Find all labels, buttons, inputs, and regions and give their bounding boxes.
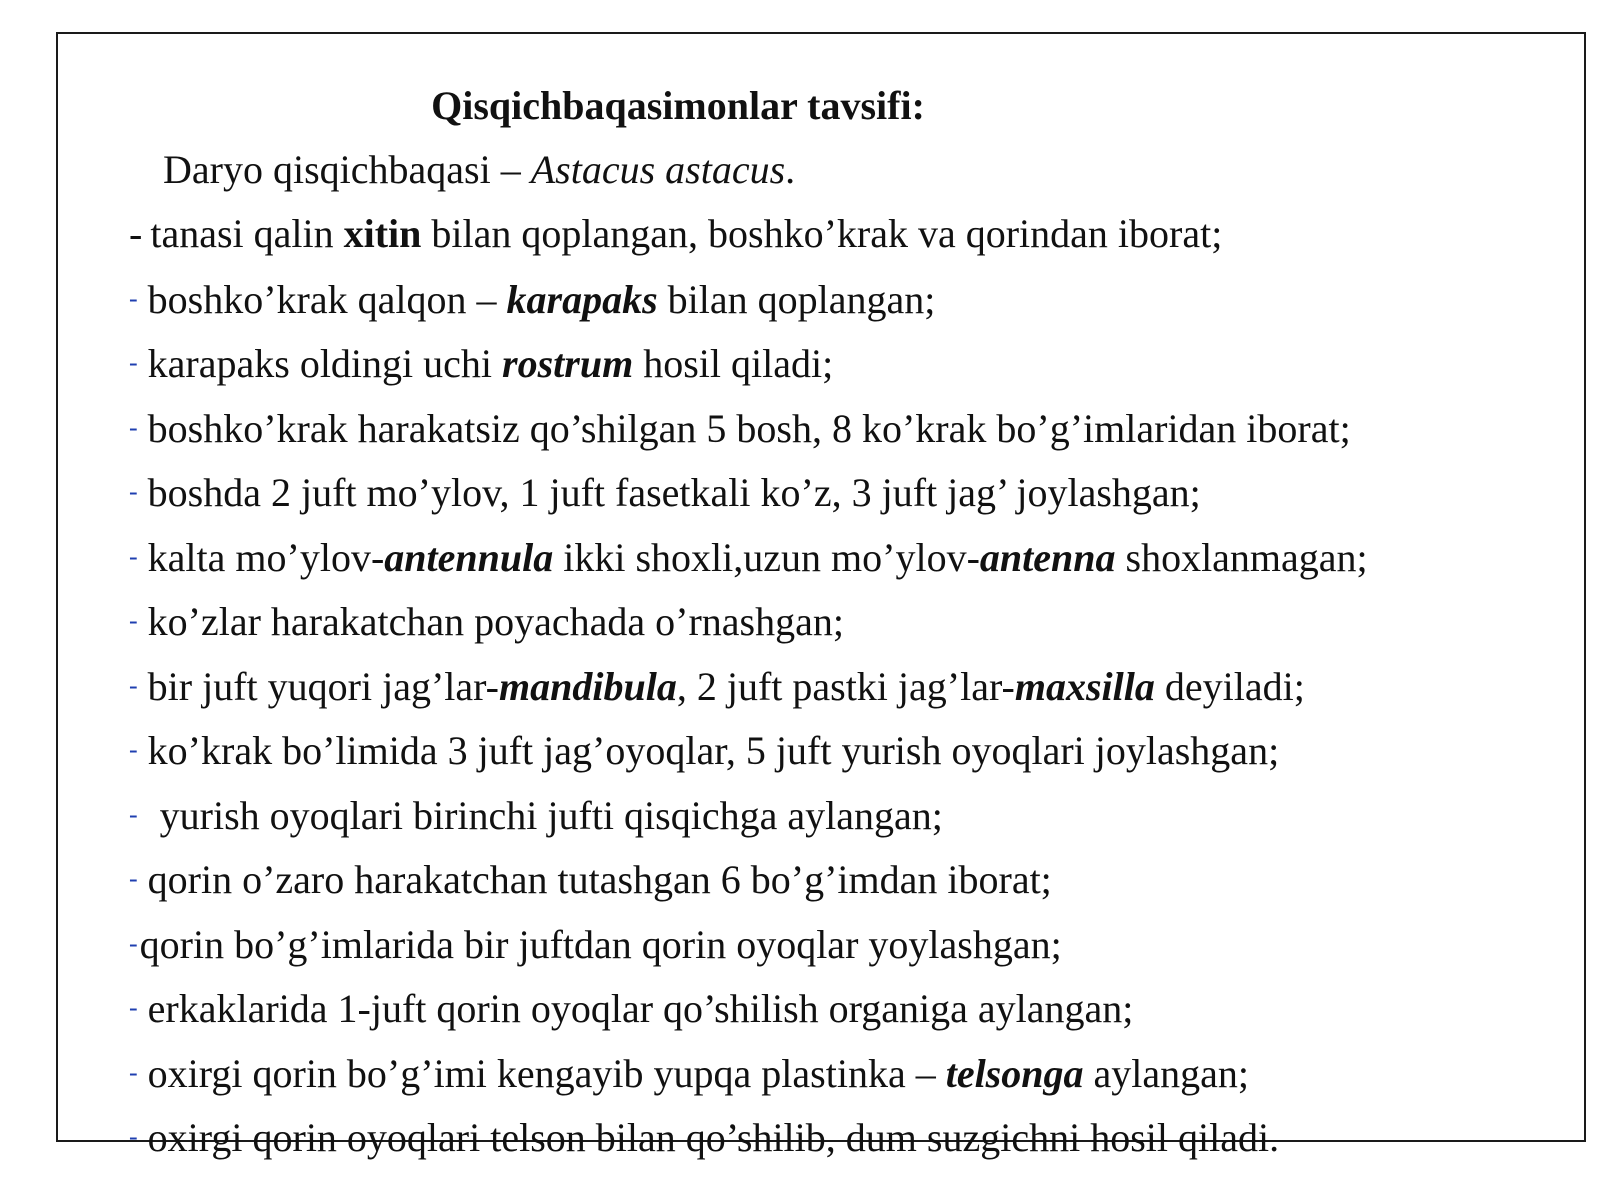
item-text: tanasi qalin [150,211,344,256]
list-item [129,335,1368,400]
item-text: erkaklarida 1-juft qorin oyoqlar qo’shilish organiga aylangan; [147,986,1134,1031]
bullet-dash: - [129,1057,138,1087]
species-line [163,142,795,198]
bullet-dash: - [129,670,138,700]
item-text: kalta mo’ylov- [147,534,385,580]
species-common-name: Daryo qisqichbaqasi – [163,147,531,192]
list-item [129,1045,1368,1110]
item-text: oxirgi qorin oyoqlari telson bilan qo’shilib, dum suzgichni hosil qiladi. [147,1115,1280,1160]
list-item [129,206,1368,271]
bullet-dash: - [129,211,143,256]
list-item [129,593,1368,658]
species-line-end: . [785,147,796,192]
slide-frame [56,32,1586,1160]
item-text: deyiladi; [1154,663,1305,709]
bullet-dash: - [129,348,138,377]
list-item [129,1109,1368,1174]
list-item [129,787,1368,852]
item-text: ko’zlar harakatchan poyachada o’rnashgan; [147,599,844,644]
item-text: qorin o’zaro harakatchan tutashgan 6 bo’g’imdan iborat; [147,857,1052,902]
bullet-dash: - [129,541,138,571]
item-text: ko’krak bo’limida 3 juft jag’oyoqlar, 5 juft yurish oyoqlari joylashgan; [147,728,1280,773]
bullet-dash: - [129,606,138,635]
list-item [129,722,1368,787]
list-item [129,658,1368,723]
list-item [129,916,1368,981]
item-text: qorin bo’g’imlarida bir juftdan qorin oyoqlar yoylashgan; [139,921,1062,967]
item-text: shoxlanmagan; [1115,534,1368,580]
list-item [129,851,1368,916]
term-antennula: antennula [384,534,554,580]
description-list [129,206,1368,1174]
term-mandibula: mandibula [498,663,677,709]
item-text: boshko’krak harakatsiz qo’shilgan 5 bosh, 8 ko’krak bo’g’imlaridan iborat; [147,405,1351,451]
item-text: boshda 2 juft mo’ylov, 1 juft fasetkali ko’z, 3 juft jag’ joylashgan; [147,470,1201,515]
item-text: aylangan; [1083,1050,1249,1096]
bullet-dash: - [129,799,138,829]
list-item [129,529,1368,594]
list-item [129,400,1368,465]
bullet-dash: - [129,735,138,764]
term-xitin: xitin [343,211,422,256]
slide-title: Qisqichbaqasimonlar tavsifi: [431,83,925,128]
item-text: ikki shoxli,uzun mo’ylov- [553,534,980,580]
term-maxsilla: maxsilla [1014,663,1155,709]
bullet-dash: - [129,283,138,313]
term-telsonga: telsonga [945,1050,1084,1096]
item-text: , 2 juft pastki jag’lar- [676,663,1015,709]
item-text: karapaks oldingi uchi [147,341,503,386]
bullet-dash: - [129,864,138,893]
item-text: boshko’krak qalqon – [147,276,507,322]
list-item [129,980,1368,1045]
term-rostrum: rostrum [502,341,634,386]
term-karapaks: karapaks [506,276,658,322]
bullet-dash: - [129,993,138,1022]
species-latin-name: Astacus astacus [530,147,786,192]
item-text: yurish oyoqlari birinchi jufti qisqichga aylangan; [159,792,943,838]
term-antenna: antenna [979,534,1116,580]
item-text: bir juft yuqori jag’lar- [147,663,499,709]
bullet-dash: - [129,412,138,442]
bullet-dash: - [129,477,138,506]
item-text: oxirgi qorin bo’g’imi kengayib yupqa plastinka – [147,1050,946,1096]
list-item [129,271,1368,336]
bullet-dash: - [129,1122,138,1151]
bullet-dash: - [129,928,138,958]
item-text: bilan qoplangan, boshko’krak va qorindan iborat; [421,211,1223,256]
item-text: hosil qiladi; [633,341,834,386]
list-item [129,464,1368,529]
item-text: bilan qoplangan; [657,276,936,322]
